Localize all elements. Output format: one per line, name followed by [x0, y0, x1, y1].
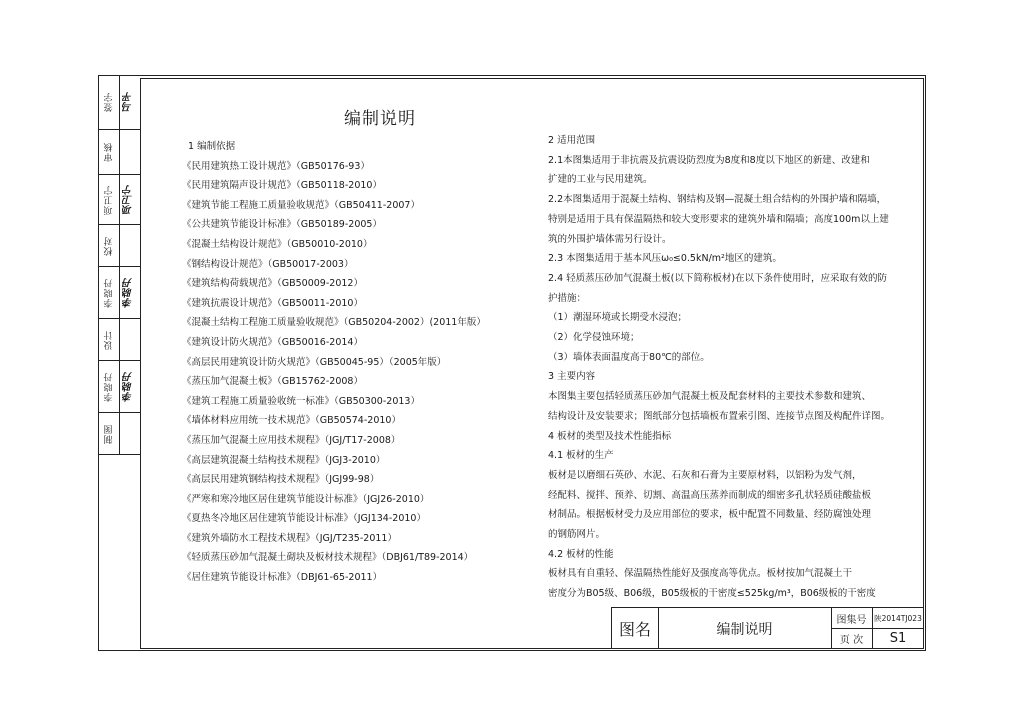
- page-label: 页 次: [839, 635, 864, 646]
- strip-label: 审核: [104, 142, 115, 163]
- text-line: 特别是适用于具有保温隔热和较大变形要求的建筑外墙和隔墙；高度100m以上建: [548, 213, 889, 225]
- strip-cell-reviewer: [98, 175, 140, 225]
- reference-item: 《钢结构设计规范》（GB50017-2003）: [182, 258, 354, 270]
- text-line: 经配料、搅拌、预养、切割、高温高压蒸养而制成的细密多孔状轻质硅酸盐板: [548, 489, 872, 501]
- strip-label: 设计: [104, 330, 115, 350]
- text-line: 的钢筋网片。: [548, 529, 606, 541]
- reference-item: 《民用建筑隔声设计规范》（GB50118-2010）: [182, 180, 382, 192]
- handwritten-signature: 李晓丹: [123, 278, 135, 308]
- strip-label: 制图: [104, 424, 115, 444]
- text-line: 2.4 轻质蒸压砂加气混凝土板(以下简称板材)在以下条件使用时，应采取有效的防: [548, 272, 888, 284]
- text-line: 2.1本图集适用于非抗震及抗震设防烈度为8度和8度以下地区的新建、改建和: [548, 154, 870, 166]
- text-line: （2）化学侵蚀环境；: [548, 332, 640, 344]
- strip-cell-drafting: [98, 413, 140, 455]
- reference-item: 《建筑抗震设计规范》（GB50011-2010）: [182, 297, 363, 309]
- reference-item: 《建筑结构荷载规范》（GB50009-2012）: [182, 278, 363, 290]
- atlas-no: 陕2014TJ023: [874, 613, 922, 623]
- text-line: 2.2本图集适用于混凝土结构、钢结构及钢—混凝土组合结构的外围护墙和隔墙，: [548, 194, 887, 206]
- handwritten-signature: 项卫宁: [123, 185, 135, 215]
- handwritten-signature: 马平: [123, 92, 135, 113]
- reference-item: 《居住建筑节能设计标准》（DBJ61-65-2011）: [182, 572, 383, 584]
- reference-item: 《蒸压加气混凝土板》（GB15762-2008）: [182, 376, 363, 388]
- title-block: [611, 607, 924, 649]
- strip-cell-sign: [98, 75, 140, 130]
- text-line: 护措施：: [548, 292, 587, 304]
- drawing-name-label: 图名: [618, 620, 651, 639]
- text-line: 密度分为B05级、B06级，B05级板的干密度≤525kg/m³，B06级板的干密度: [548, 588, 876, 600]
- page-number: S1: [889, 631, 907, 646]
- signature-strip: [98, 75, 140, 455]
- strip-cell-design: [98, 319, 140, 361]
- reference-item: 《严寒和寒冷地区居住建筑节能设计标准》（JGJ26-2010）: [182, 493, 430, 505]
- reference-item: 《轻质蒸压砂加气混凝土砌块及板材技术规程》（DBJ61/T89-2014）: [182, 552, 474, 564]
- text-line: 2 适用范围: [548, 135, 596, 146]
- reference-item: 《夏热冬冷地区居住建筑节能设计标准》（JGJ134-2010）: [182, 513, 426, 525]
- text-line: 4 板材的类型及技术性能指标: [548, 430, 672, 442]
- strip-label: 签字: [104, 92, 115, 113]
- strip-label: 李晓丹: [104, 372, 115, 402]
- text-line: （1）潮湿环境或长期受水浸泡；: [548, 312, 688, 324]
- text-line: 本图集主要包括轻质蒸压砂加气混凝土板及配套材料的主要技术参数和建筑、: [548, 391, 872, 403]
- strip-cell-check: [98, 225, 140, 267]
- text-line: 2.3 本图集适用于基本风压ω₀≤0.5kN/m²地区的建筑。: [548, 253, 782, 265]
- text-line: 3 主要内容: [548, 371, 596, 383]
- reference-item: 《混凝土结构设计规范》（GB50010-2010）: [182, 238, 373, 250]
- strip-label: 李晓丹: [104, 278, 115, 308]
- reference-item: 《蒸压加气混凝土应用技术规程》（JGJ/T17-2008）: [182, 434, 401, 446]
- reference-item: 《公共建筑节能设计标准》（GB50189-2005）: [182, 219, 382, 231]
- strip-cell-review: [98, 130, 140, 175]
- strip-cell-checker: [98, 267, 140, 319]
- text-line: 4.1 板材的生产: [548, 450, 614, 462]
- references-column: [182, 137, 542, 588]
- text-line: 材制品。根据板材受力及应用部位的要求，板中配置不同数量、经防腐蚀处理: [548, 509, 872, 521]
- text-line: 筑的外围护墙体需另行设计。: [548, 233, 672, 245]
- reference-item: 《混凝土结构工程施工质量验收规范》（GB50204-2002）(2011年版）: [182, 317, 486, 329]
- reference-item: 《建筑设计防火规范》（GB50016-2014）: [182, 336, 363, 348]
- reference-item: 《建筑节能工程施工质量验收规范》（GB50411-2007）: [182, 199, 420, 211]
- reference-item: 《民用建筑热工设计规范》（GB50176-93）: [182, 160, 370, 172]
- handwritten-signature: 李晓丹: [123, 372, 135, 402]
- text-line: 4.2 板材的性能: [548, 548, 614, 560]
- reference-item: 《建筑外墙防水工程技术规程》（JGJ/T235-2011）: [182, 532, 397, 544]
- strip-label: 校对: [104, 236, 115, 256]
- reference-item: 《高层建筑混凝土结构技术规程》（JGJ3-2010）: [182, 454, 386, 466]
- scope-column: [548, 131, 908, 604]
- reference-item: 《建筑工程施工质量验收统一标准》（GB50300-2013）: [182, 395, 420, 407]
- text-line: 板材具有自重轻、保温隔热性能好及强度高等优点。板材按加气混凝土干: [548, 568, 853, 580]
- reference-item: 《高层民用建筑钢结构技术规程》（JGJ99-98）: [182, 474, 380, 486]
- text-line: 板材是以磨细石英砂、水泥、石灰和石膏为主要原材料，以铝粉为发气剂，: [548, 469, 862, 481]
- reference-item: 《墙体材料应用统一技术规范》（GB50574-2010）: [182, 415, 401, 427]
- reference-item: 《高层民用建筑设计防火规范》（GB50045-95）（2005年版）: [182, 356, 447, 368]
- text-line: 结构设计及安装要求；图纸部分包括墙板布置索引图、连接节点图及构配件详图。: [548, 410, 891, 422]
- text-line: （3）墙体表面温度高于80℃的部位。: [548, 351, 710, 363]
- atlas-no-label: 图集号: [836, 614, 867, 626]
- text-line: 扩建的工业与民用建筑。: [548, 174, 653, 186]
- page-title: 编制说明: [344, 109, 416, 129]
- drawing-name: 编制说明: [716, 621, 773, 638]
- section-heading: 1 编制依据: [188, 141, 236, 152]
- strip-label: 项卫宁: [104, 185, 115, 215]
- strip-cell-designer: [98, 361, 140, 413]
